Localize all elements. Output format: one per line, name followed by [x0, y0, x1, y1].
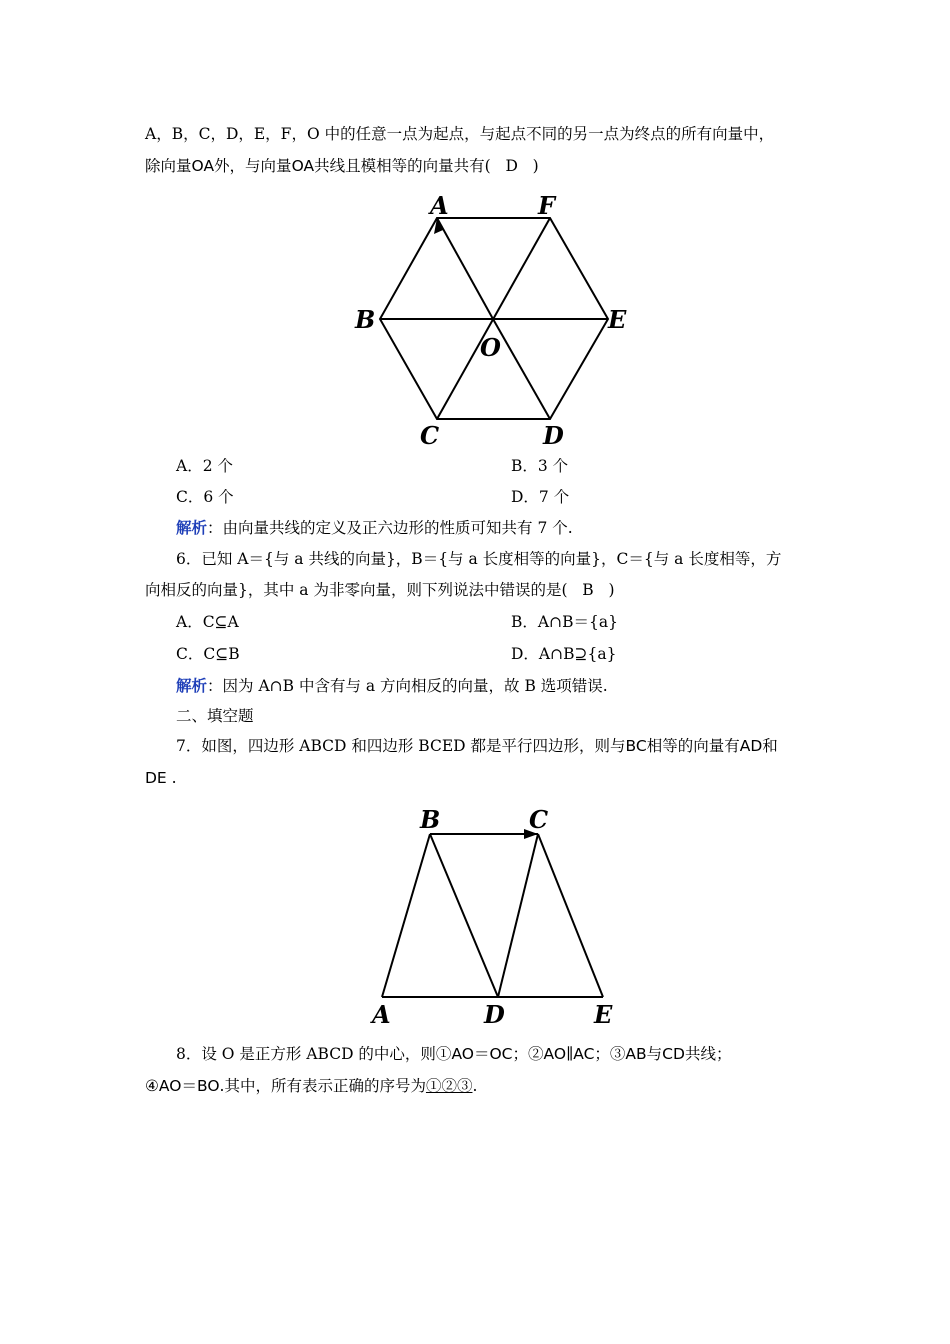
q6-option-b: B．A∩B＝{a}	[511, 613, 618, 631]
q5-line2	[145, 156, 539, 176]
q8-text: .其中，所有表示正确的序号为	[219, 1077, 426, 1095]
label-a: A	[372, 1000, 391, 1029]
q7-line2	[145, 768, 177, 788]
segment-od	[493, 319, 550, 419]
q8-text: 8．设 O 是正方形 ABCD 的中心，则①	[176, 1045, 452, 1063]
label-b: B	[420, 805, 441, 834]
vector-ao: AO	[543, 1045, 567, 1063]
q8-text: ＝	[181, 1077, 197, 1095]
vector-ab: AB	[625, 1045, 647, 1063]
vector-ac: AC	[573, 1045, 595, 1063]
label-f: F	[538, 192, 556, 220]
q6-line2	[145, 580, 615, 600]
vector-ao: AO	[451, 1045, 474, 1063]
q5-text: 外，与向量	[214, 157, 292, 175]
label-d: D	[484, 1000, 505, 1029]
q8-text: ∥	[566, 1045, 574, 1063]
segment-ce	[538, 834, 603, 997]
label-c: C	[420, 421, 440, 450]
q8-line1	[176, 1044, 731, 1064]
label-e: E	[594, 1000, 613, 1029]
analysis-label: 解析	[176, 518, 208, 537]
label-b: B	[355, 305, 376, 334]
q6-analysis	[176, 676, 608, 696]
q5-analysis	[176, 518, 573, 538]
q7-text: 和	[762, 737, 778, 755]
q5-option-a: A．2 个	[176, 457, 233, 475]
q8-text: ④	[145, 1077, 159, 1095]
q5-line1: A，B，C，D，E，F，O 中的任意一点为起点，与起点不同的另一点为终点的所有向量中，	[145, 125, 775, 143]
vector-oa: OA	[191, 157, 215, 175]
q5-close: )	[532, 157, 539, 175]
q6-text: 向相反的向量}，其中 a 为非零向量，则下列说法中错误的是(	[145, 581, 568, 599]
vector-bc: BC	[625, 737, 647, 755]
q7-line1	[176, 736, 778, 756]
label-d: D	[543, 421, 564, 450]
q7-text: 7．如图，四边形 ABCD 和四边形 BCED 都是平行四边形，则与	[176, 737, 626, 755]
segment-ab	[382, 834, 430, 997]
vector-oa-line	[437, 218, 493, 319]
parallelogram-figure	[360, 800, 628, 1030]
segment-dc	[498, 834, 538, 997]
q7-answer-1: AD	[739, 737, 763, 755]
vector-oa: OA	[291, 157, 315, 175]
q8-text: 共线；	[684, 1045, 732, 1063]
vector-ao: AO	[158, 1077, 182, 1095]
q8-answer: ①②③	[425, 1077, 473, 1095]
q8-text: .	[472, 1077, 478, 1095]
q6-option-a: A．C⊆A	[176, 613, 239, 631]
vector-oc: OC	[489, 1045, 513, 1063]
q5-text: 共线且模相等的向量共有(	[314, 157, 491, 175]
q8-text: ＝	[473, 1045, 490, 1063]
q6-line1: 6．已知 A＝{与 a 共线的向量}，B＝{与 a 长度相等的向量}，C＝{与 a 长度相等，方	[176, 550, 782, 568]
q6-close: )	[608, 581, 615, 599]
label-o: O	[480, 333, 501, 362]
label-c: C	[529, 805, 549, 834]
q5-answer: D	[505, 157, 518, 175]
analysis-text: ：因为 A∩B 中含有与 a 方向相反的向量，故 B 选项错误.	[207, 677, 608, 695]
q5-option-b: B．3 个	[511, 457, 569, 475]
q6-option-d: D．A∩B⊇{a}	[511, 645, 617, 663]
q5-option-c: C．6 个	[176, 488, 234, 506]
q5-text: 除向量	[145, 157, 192, 175]
analysis-text: ：由向量共线的定义及正六边形的性质可知共有 7 个.	[207, 519, 573, 537]
analysis-label: 解析	[176, 676, 208, 695]
vector-bo: BO	[196, 1077, 220, 1095]
q8-text: 与	[646, 1045, 663, 1063]
q6-option-c: C．C⊆B	[176, 645, 240, 663]
label-e: E	[608, 305, 627, 334]
label-a: A	[430, 192, 449, 220]
q8-text: ；③	[594, 1045, 626, 1063]
q5-option-d: D．7 个	[511, 488, 570, 506]
q8-text: ；②	[512, 1045, 544, 1063]
q7-end: .	[171, 769, 177, 787]
q6-answer: B	[582, 581, 594, 599]
vector-cd: CD	[662, 1045, 685, 1063]
q7-answer-2: DE	[145, 769, 167, 787]
section-heading: 二、填空题	[176, 707, 254, 725]
segment-bd	[430, 834, 498, 997]
hexagon-figure	[350, 192, 640, 450]
q8-line2	[145, 1076, 477, 1096]
q7-text: 相等的向量有	[646, 737, 740, 755]
